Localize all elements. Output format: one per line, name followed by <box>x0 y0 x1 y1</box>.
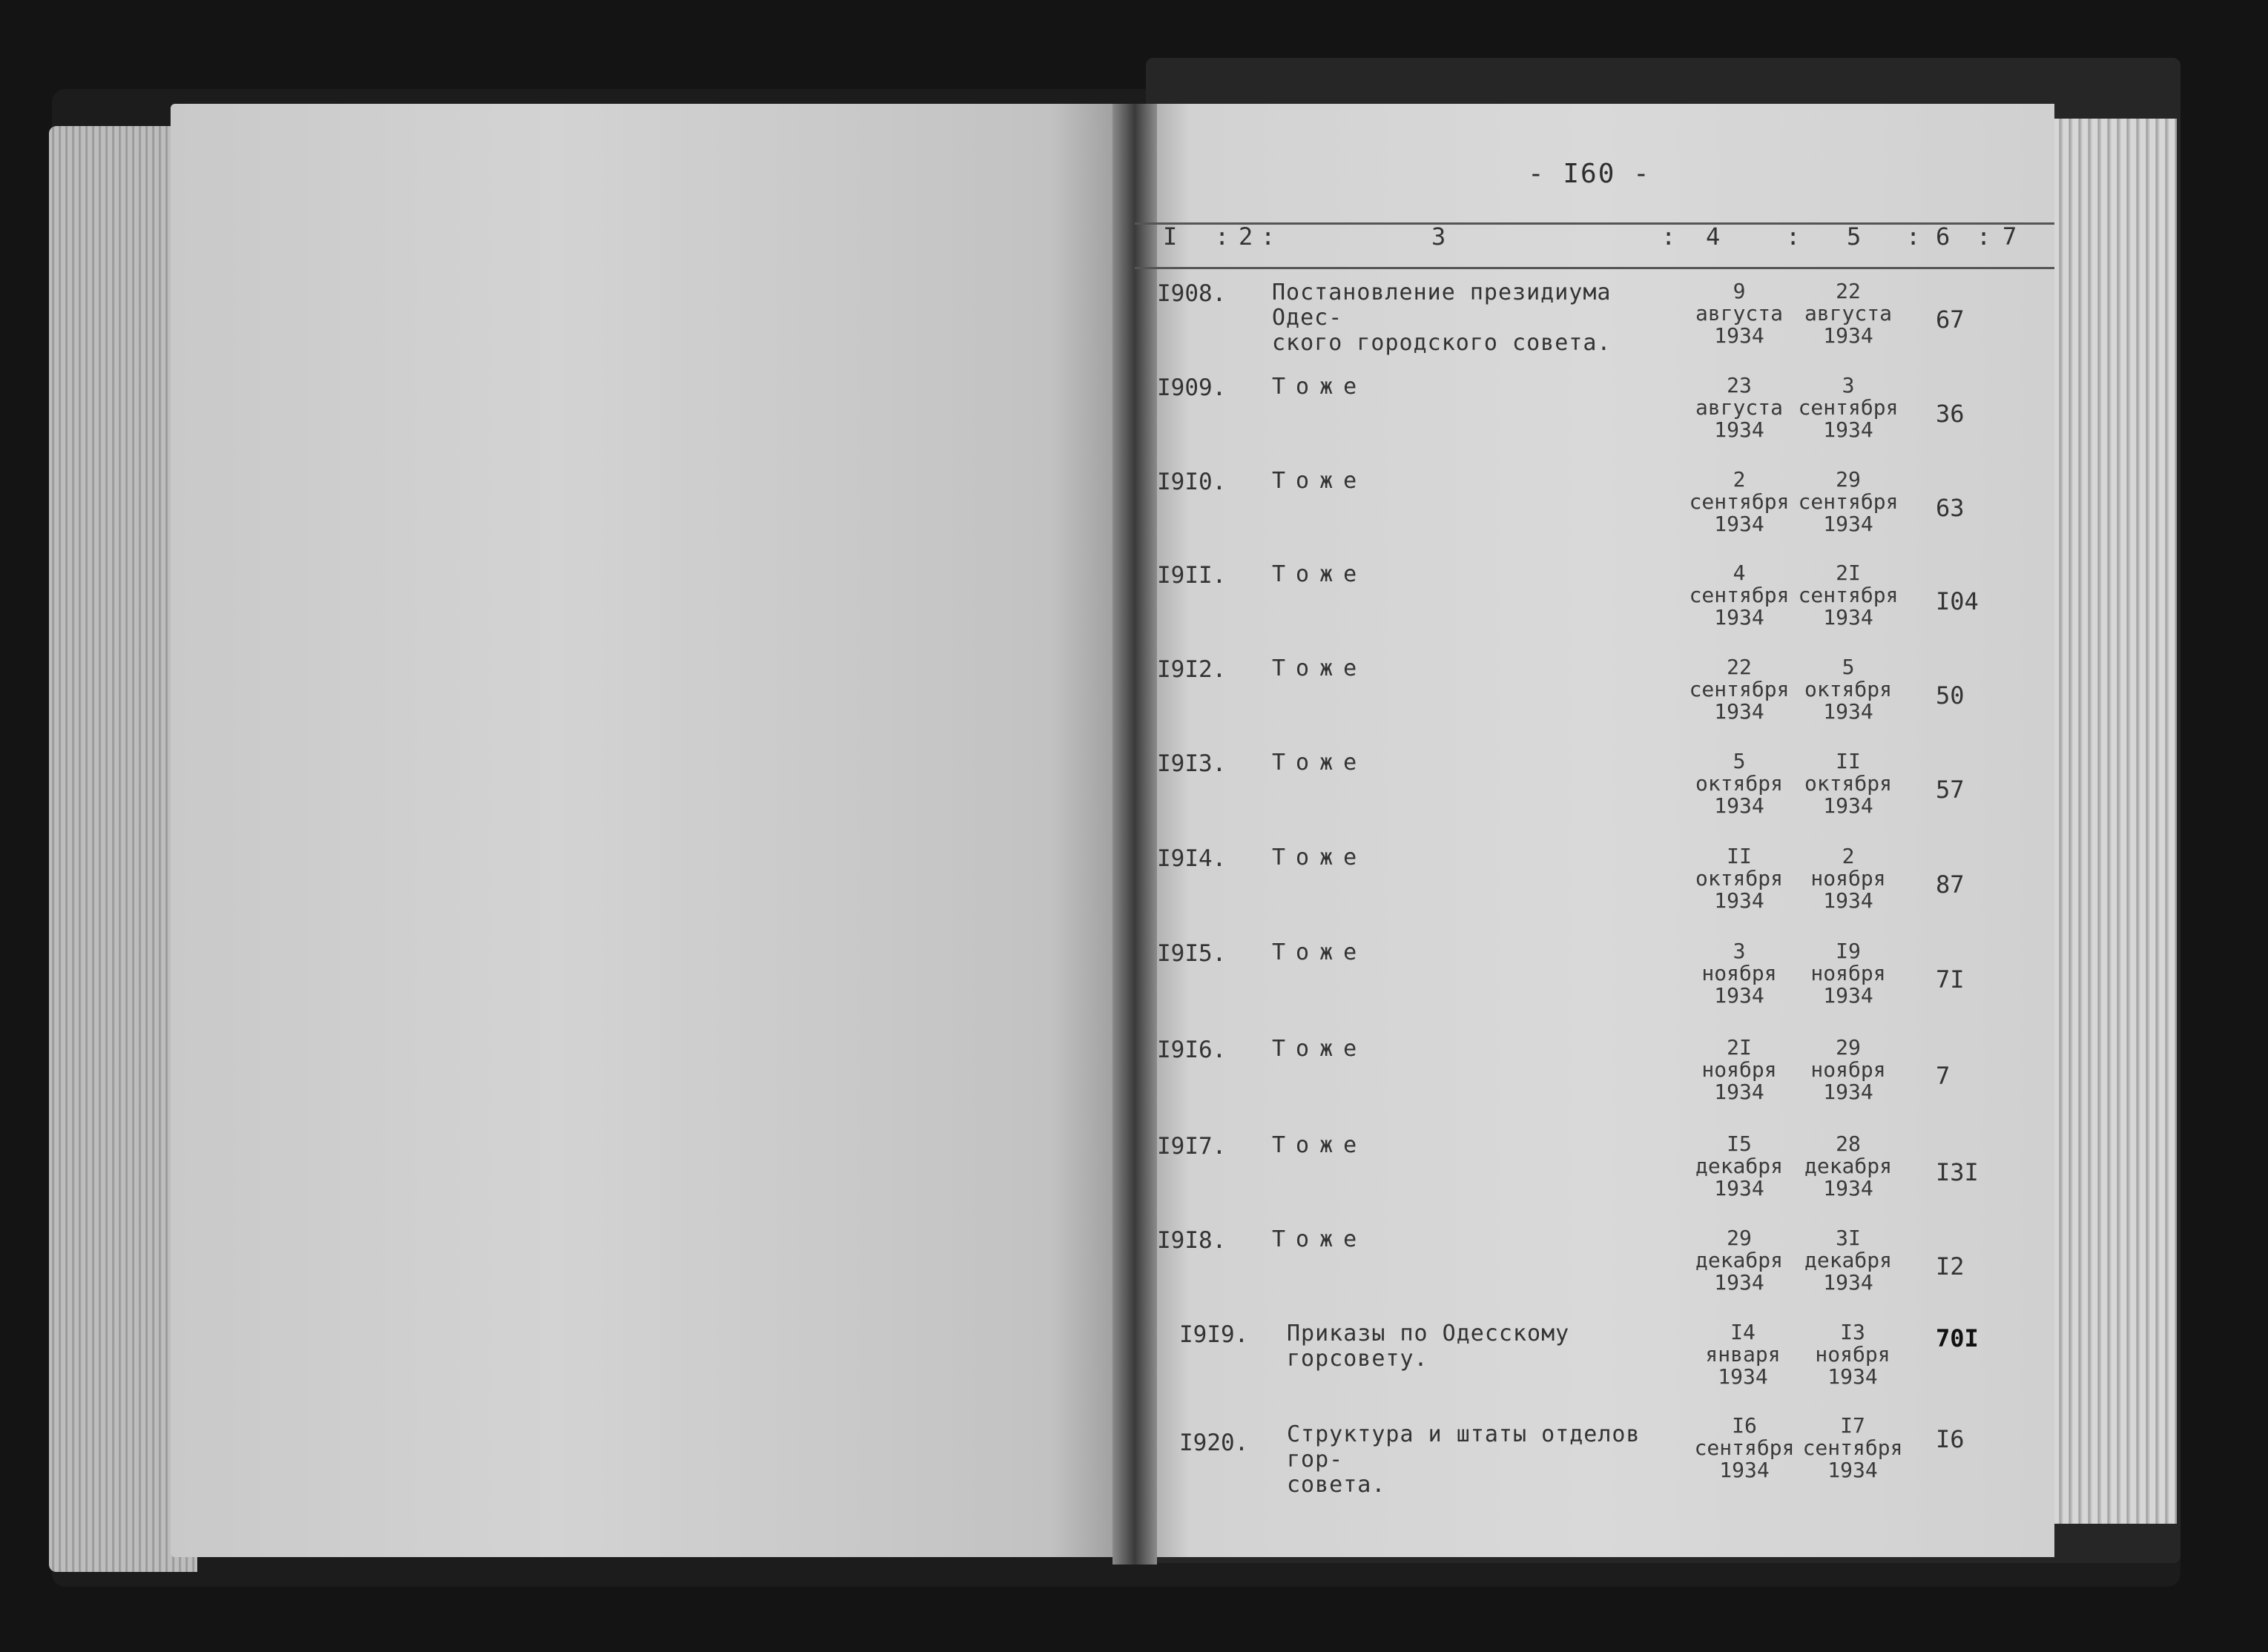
page-number: - I60 - <box>1528 159 1651 189</box>
end-date: 22 августа 1934 <box>1804 279 1892 348</box>
table-row <box>1157 750 2054 839</box>
column-separator: : <box>1215 222 1230 251</box>
column-header: 3 <box>1431 222 1446 251</box>
start-date: 5 октября 1934 <box>1695 749 1783 818</box>
row-number: I9I3. <box>1157 750 1227 777</box>
start-date: I6 сентября 1934 <box>1694 1413 1795 1482</box>
page-edges-right <box>2054 119 2177 1524</box>
table-row <box>1157 1037 2054 1126</box>
column-header: 6 <box>1936 222 1951 251</box>
row-number: I9I4. <box>1157 845 1227 872</box>
row-title: Тоже <box>1272 468 1368 494</box>
column-separator: : <box>1261 222 1276 251</box>
row-number: I920. <box>1179 1430 1249 1456</box>
table-row <box>1157 845 2054 934</box>
sheet-count: I3I <box>1936 1158 1979 1186</box>
table-row <box>1157 1133 2054 1222</box>
start-date: 29 декабря 1934 <box>1695 1226 1783 1295</box>
row-number: I9I7. <box>1157 1133 1227 1160</box>
table-row <box>1157 1227 2054 1316</box>
column-header: 2 <box>1239 222 1253 251</box>
end-date: 3 сентября 1934 <box>1798 373 1899 442</box>
end-date: I9 ноября 1934 <box>1810 939 1886 1008</box>
row-number: I9I6. <box>1157 1037 1227 1063</box>
table-row <box>1157 374 2054 463</box>
sheet-count: 57 <box>1936 776 1965 804</box>
end-date: I3 ноября 1934 <box>1815 1320 1890 1389</box>
sheet-count: 7I <box>1936 965 1965 994</box>
column-separator: : <box>1786 222 1801 251</box>
row-number: I9I5. <box>1157 940 1227 967</box>
sheet-count: 87 <box>1936 870 1965 899</box>
row-title: Приказы по Одесскому горсовету. <box>1287 1321 1570 1372</box>
sheet-count: 67 <box>1936 305 1965 334</box>
row-title: Тоже <box>1272 655 1368 681</box>
start-date: 2 сентября 1934 <box>1689 467 1790 536</box>
column-header: 4 <box>1706 222 1721 251</box>
book-gutter <box>1112 104 1157 1565</box>
row-title: Тоже <box>1272 750 1368 776</box>
column-separator: : <box>1977 222 1991 251</box>
sheet-count: 7 <box>1936 1062 1951 1090</box>
table-row <box>1157 280 2054 369</box>
end-date: 29 сентября 1934 <box>1798 467 1899 536</box>
start-date: II октября 1934 <box>1695 844 1783 913</box>
row-title: Тоже <box>1272 1036 1368 1062</box>
row-title: Тоже <box>1272 1132 1368 1158</box>
table-row <box>1157 940 2054 1029</box>
end-date: II октября 1934 <box>1804 749 1892 818</box>
end-date: 29 ноября 1934 <box>1810 1035 1886 1104</box>
start-date: I5 декабря 1934 <box>1695 1131 1783 1200</box>
column-header: I <box>1163 222 1178 251</box>
end-date: I7 сентября 1934 <box>1802 1413 1903 1482</box>
row-number: I9I2. <box>1157 656 1227 683</box>
row-title: Тоже <box>1272 561 1368 587</box>
row-number: I9I8. <box>1157 1227 1227 1254</box>
sheet-count: I2 <box>1936 1252 1965 1281</box>
end-date: 28 декабря 1934 <box>1804 1131 1892 1200</box>
end-date: 2I сентября 1934 <box>1798 561 1899 630</box>
sheet-count: 50 <box>1936 681 1965 710</box>
row-title: Структура и штаты отделов гор- совета. <box>1287 1421 1641 1498</box>
table-row <box>1157 562 2054 651</box>
start-date: 22 сентября 1934 <box>1689 655 1790 724</box>
row-title: Тоже <box>1272 939 1368 965</box>
start-date: 9 августа 1934 <box>1695 279 1783 348</box>
sheet-count: 36 <box>1936 400 1965 428</box>
sheet-count: I6 <box>1936 1425 1965 1453</box>
end-date: 3I декабря 1934 <box>1804 1226 1892 1295</box>
row-title: Тоже <box>1272 1226 1368 1252</box>
start-date: 3 ноября 1934 <box>1701 939 1777 1008</box>
start-date: 2I ноября 1934 <box>1701 1035 1777 1104</box>
row-number: I9I9. <box>1179 1321 1249 1348</box>
start-date: 23 августа 1934 <box>1695 373 1783 442</box>
row-number: I9I0. <box>1157 469 1227 495</box>
column-header: 5 <box>1847 222 1862 251</box>
table-row <box>1157 1321 2054 1410</box>
sheet-count: I04 <box>1936 587 1979 615</box>
column-separator: : <box>1906 222 1921 251</box>
header-rule-bottom <box>1135 267 2054 269</box>
end-date: 2 ноября 1934 <box>1810 844 1886 913</box>
start-date: I4 января 1934 <box>1705 1320 1781 1389</box>
column-header: 7 <box>2002 222 2017 251</box>
row-title: Тоже <box>1272 845 1368 870</box>
sheet-count: 70I <box>1936 1324 1979 1352</box>
end-date: 5 октября 1934 <box>1804 655 1892 724</box>
row-number: I908. <box>1157 280 1227 307</box>
column-separator: : <box>1661 222 1676 251</box>
table-row <box>1157 1415 2054 1504</box>
blank-left-page <box>171 104 1127 1557</box>
table-row <box>1157 469 2054 558</box>
table-row <box>1157 656 2054 745</box>
sheet-count: 63 <box>1936 494 1965 522</box>
row-number: I909. <box>1157 374 1227 401</box>
row-title: Постановление президиума Одес- ского городского совета. <box>1272 280 1612 356</box>
row-title: Тоже <box>1272 374 1368 400</box>
row-number: I9II. <box>1157 562 1227 589</box>
start-date: 4 сентября 1934 <box>1689 561 1790 630</box>
